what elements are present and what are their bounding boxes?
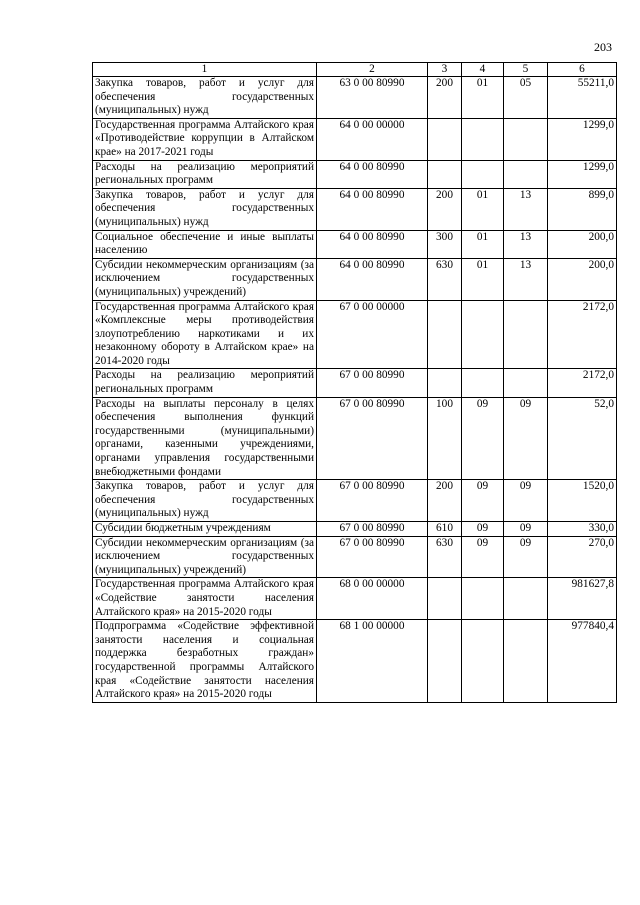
cell-subsection: 09 xyxy=(504,397,548,480)
cell-section: 01 xyxy=(462,230,504,258)
cell-subsection xyxy=(504,300,548,369)
cell-name: Субсидии некоммерческим организациям (за исключением государственных (муниципальных) учреждений) xyxy=(93,258,317,300)
cell-section: 01 xyxy=(462,77,504,119)
cell-amount: 1520,0 xyxy=(548,480,617,522)
cell-code: 67 0 00 80990 xyxy=(317,480,428,522)
cell-amount: 200,0 xyxy=(548,230,617,258)
table-row xyxy=(93,620,617,703)
header-col-6: 6 xyxy=(548,63,617,77)
table-row xyxy=(93,188,617,230)
cell-code: 64 0 00 00000 xyxy=(317,118,428,160)
cell-amount: 1299,0 xyxy=(548,118,617,160)
cell-name: Субсидии бюджетным учреждениям xyxy=(93,522,317,537)
cell-section: 09 xyxy=(462,397,504,480)
cell-section xyxy=(462,118,504,160)
cell-subsection: 09 xyxy=(504,536,548,578)
table-body xyxy=(93,77,617,703)
cell-subsection: 05 xyxy=(504,77,548,119)
header-col-1: 1 xyxy=(93,63,317,77)
cell-section: 09 xyxy=(462,536,504,578)
table-row xyxy=(93,160,617,188)
cell-section: 01 xyxy=(462,188,504,230)
cell-section xyxy=(462,620,504,703)
cell-expense-type xyxy=(428,369,462,397)
cell-expense-type xyxy=(428,300,462,369)
cell-section xyxy=(462,578,504,620)
cell-name: Расходы на реализацию мероприятий региональных программ xyxy=(93,160,317,188)
cell-amount: 977840,4 xyxy=(548,620,617,703)
cell-code: 63 0 00 80990 xyxy=(317,77,428,119)
table-row xyxy=(93,369,617,397)
cell-section xyxy=(462,300,504,369)
table-row xyxy=(93,258,617,300)
page-number: 203 xyxy=(594,40,612,54)
header-col-3: 3 xyxy=(428,63,462,77)
header-col-5: 5 xyxy=(504,63,548,77)
cell-code: 68 0 00 00000 xyxy=(317,578,428,620)
cell-name: Закупка товаров, работ и услуг для обеспечения государственных (муниципальных) нужд xyxy=(93,77,317,119)
cell-section: 09 xyxy=(462,480,504,522)
header-col-4: 4 xyxy=(462,63,504,77)
cell-code: 67 0 00 80990 xyxy=(317,522,428,537)
table-row xyxy=(93,536,617,578)
cell-subsection: 09 xyxy=(504,522,548,537)
cell-amount: 55211,0 xyxy=(548,77,617,119)
cell-name: Расходы на реализацию мероприятий региональных программ xyxy=(93,369,317,397)
cell-section xyxy=(462,369,504,397)
cell-subsection xyxy=(504,369,548,397)
table-row xyxy=(93,77,617,119)
cell-subsection xyxy=(504,118,548,160)
cell-section xyxy=(462,160,504,188)
cell-code: 67 0 00 80990 xyxy=(317,397,428,480)
cell-subsection xyxy=(504,620,548,703)
cell-section: 09 xyxy=(462,522,504,537)
header-col-2: 2 xyxy=(317,63,428,77)
cell-code: 64 0 00 80990 xyxy=(317,188,428,230)
cell-subsection xyxy=(504,160,548,188)
cell-expense-type xyxy=(428,118,462,160)
cell-name: Социальное обеспечение и иные выплаты населению xyxy=(93,230,317,258)
cell-expense-type xyxy=(428,620,462,703)
cell-amount: 200,0 xyxy=(548,258,617,300)
cell-amount: 2172,0 xyxy=(548,300,617,369)
cell-subsection: 09 xyxy=(504,480,548,522)
table-row xyxy=(93,397,617,480)
cell-amount: 899,0 xyxy=(548,188,617,230)
cell-name: Расходы на выплаты персоналу в целях обеспечения выполнения функций государственными (муниципальными) органами, казенными учреждениями, органами управления государственными внебюджетными фондами xyxy=(93,397,317,480)
cell-expense-type: 300 xyxy=(428,230,462,258)
cell-expense-type: 200 xyxy=(428,77,462,119)
cell-subsection xyxy=(504,578,548,620)
table-row xyxy=(93,118,617,160)
budget-table xyxy=(92,62,617,703)
cell-expense-type: 200 xyxy=(428,480,462,522)
cell-code: 67 0 00 80990 xyxy=(317,536,428,578)
table-row xyxy=(93,522,617,537)
cell-code: 68 1 00 00000 xyxy=(317,620,428,703)
cell-expense-type xyxy=(428,160,462,188)
cell-expense-type xyxy=(428,578,462,620)
cell-name: Подпрограмма «Содействие эффективной занятости населения и социальная поддержка безработных граждан» государственной программы Алтайского края «Содействие занятости населения Алтайского края» на 2015-2020 годы xyxy=(93,620,317,703)
cell-subsection: 13 xyxy=(504,258,548,300)
cell-amount: 2172,0 xyxy=(548,369,617,397)
cell-subsection: 13 xyxy=(504,188,548,230)
cell-amount: 1299,0 xyxy=(548,160,617,188)
cell-code: 67 0 00 80990 xyxy=(317,369,428,397)
cell-name: Субсидии некоммерческим организациям (за исключением государственных (муниципальных) учреждений) xyxy=(93,536,317,578)
cell-amount: 52,0 xyxy=(548,397,617,480)
cell-name: Государственная программа Алтайского края «Содействие занятости населения Алтайского края» на 2015-2020 годы xyxy=(93,578,317,620)
cell-amount: 330,0 xyxy=(548,522,617,537)
cell-expense-type: 610 xyxy=(428,522,462,537)
cell-expense-type: 100 xyxy=(428,397,462,480)
cell-section: 01 xyxy=(462,258,504,300)
table-row xyxy=(93,480,617,522)
cell-expense-type: 200 xyxy=(428,188,462,230)
cell-code: 64 0 00 80990 xyxy=(317,160,428,188)
cell-name: Закупка товаров, работ и услуг для обеспечения государственных (муниципальных) нужд xyxy=(93,480,317,522)
cell-name: Государственная программа Алтайского края «Комплексные меры противодействия злоупотреблению наркотиками и их незаконному обороту в Алтайском крае» на 2014-2020 годы xyxy=(93,300,317,369)
cell-name: Закупка товаров, работ и услуг для обеспечения государственных (муниципальных) нужд xyxy=(93,188,317,230)
cell-amount: 270,0 xyxy=(548,536,617,578)
table-row xyxy=(93,578,617,620)
cell-code: 67 0 00 00000 xyxy=(317,300,428,369)
cell-name: Государственная программа Алтайского края «Противодействие коррупции в Алтайском крае» на 2017-2021 годы xyxy=(93,118,317,160)
cell-code: 64 0 00 80990 xyxy=(317,230,428,258)
cell-code: 64 0 00 80990 xyxy=(317,258,428,300)
cell-subsection: 13 xyxy=(504,230,548,258)
table-row xyxy=(93,300,617,369)
table-row xyxy=(93,230,617,258)
cell-amount: 981627,8 xyxy=(548,578,617,620)
table-header-row xyxy=(93,63,617,77)
cell-expense-type: 630 xyxy=(428,536,462,578)
cell-expense-type: 630 xyxy=(428,258,462,300)
